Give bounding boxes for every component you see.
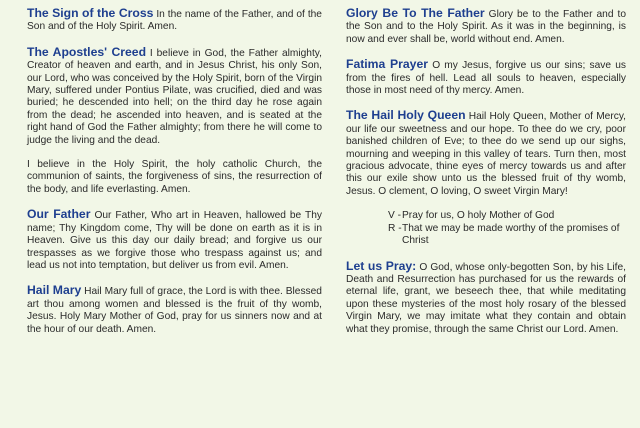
fatima-text: O my Jesus, forgive us our sins; save us from the fires of hell. Lead all souls to heaven, especially those in most need of thy mercy. Amen. xyxy=(346,60,626,97)
fatima-prayer xyxy=(346,58,626,97)
versicle-text: Pray for us, O holy Mother of God xyxy=(402,210,555,222)
hail-mary-text: Hail Mary full of grace, the Lord is with thee. Blessed art thou among women and blessed is the fruit of thy womb, Jesus. Holy Mary Mother of God, pray for us sinners now and at the hour of our death. Amen. xyxy=(27,286,322,335)
right-column xyxy=(346,7,626,428)
glory-be-prayer xyxy=(346,7,626,46)
our-father-text: Our Father, Who art in Heaven, hallowed be Thy name; Thy Kingdom come, Thy will be done on earth as it is in Heaven. Give us this day our daily bread; and forgive us our trespasses as we forgive those who trespass against us; and lead us not into temptation, but deliver us from evil. Amen. xyxy=(27,210,322,271)
apostles-creed-title: The Apostles' Creed xyxy=(27,44,147,59)
hail-mary-title: Hail Mary xyxy=(27,283,82,298)
response-mark: R - xyxy=(388,222,402,234)
sign-of-cross-prayer xyxy=(27,7,322,34)
sign-of-cross-title: The Sign of the Cross xyxy=(27,6,154,20)
let-us-pray-text: O God, whose only-begotten Son, by his Life, Death and Resurrection has purchased for us the rewards of eternal life, grant, we beseech thee, that while meditating upon these mysteries of the most holy rosary of the blessed Virgin Mary, we may imitate what they contain and obtain what they promise, through the same Christ our Lord. Amen. xyxy=(346,261,626,335)
glory-be-title: Glory Be To The Father xyxy=(346,6,485,20)
apostles-creed-prayer xyxy=(27,46,322,147)
fatima-title: Fatima Prayer xyxy=(346,57,428,72)
let-us-pray-title: Let us Pray: xyxy=(346,258,417,273)
response-text: That we may be made worthy of the promises of Christ xyxy=(402,222,620,247)
let-us-pray-prayer xyxy=(346,260,626,336)
hail-mary-prayer xyxy=(27,284,322,336)
hail-holy-queen-title: The Hail Holy Queen xyxy=(346,108,466,123)
hail-holy-queen-text: Hail Holy Queen, Mother of Mercy, our life our sweetness and our hope. To thee do we cry, poor banished children of Eve; to thee do we send up our sighs, mourning and weeping in this valley of tears. Turn then, most gracious advocate, thine eyes of mercy towards us and after this our exile show unto us the blessed fruit of thy womb, Jesus. O clement, O loving, O sweet Virgin Mary! xyxy=(346,111,626,197)
left-column xyxy=(27,7,322,428)
sign-of-cross-text: In the name of the Father, and of the Son and of the Holy Spirit. Amen. xyxy=(27,9,322,33)
versicle-response xyxy=(388,210,626,247)
our-father-title: Our Father xyxy=(27,207,91,222)
glory-be-text: Glory be to the Father and to the Son and to the Holy Spirit. As it was in the beginning, is now and ever shall be, world without end. Amen. xyxy=(346,9,627,45)
apostles-creed-text: I believe in God, the Father almighty, Creator of heaven and earth, and in Jesus Christ, his only Son, our Lord, who was conceived by the Holy Spirit, born of the Virgin Mary, suffered under Pontius Pilate, was crucified, died and was buried; he descended into hell; on the third day he rose again from the dead; he ascended into heaven, and is seated at the right hand of God the Father almighty; from there he will come to judge the living and the dead. xyxy=(27,47,322,146)
apostles-creed-text-2: I believe in the Holy Spirit, the holy catholic Church, the communion of saints, the forgiveness of sins, the resurrection of the body, and life everlasting. Amen. xyxy=(27,159,322,195)
hail-holy-queen-prayer xyxy=(346,109,626,198)
our-father-prayer xyxy=(27,208,322,272)
versicle-line xyxy=(388,210,626,222)
response-line xyxy=(388,223,626,248)
versicle-mark: V - xyxy=(388,210,402,222)
